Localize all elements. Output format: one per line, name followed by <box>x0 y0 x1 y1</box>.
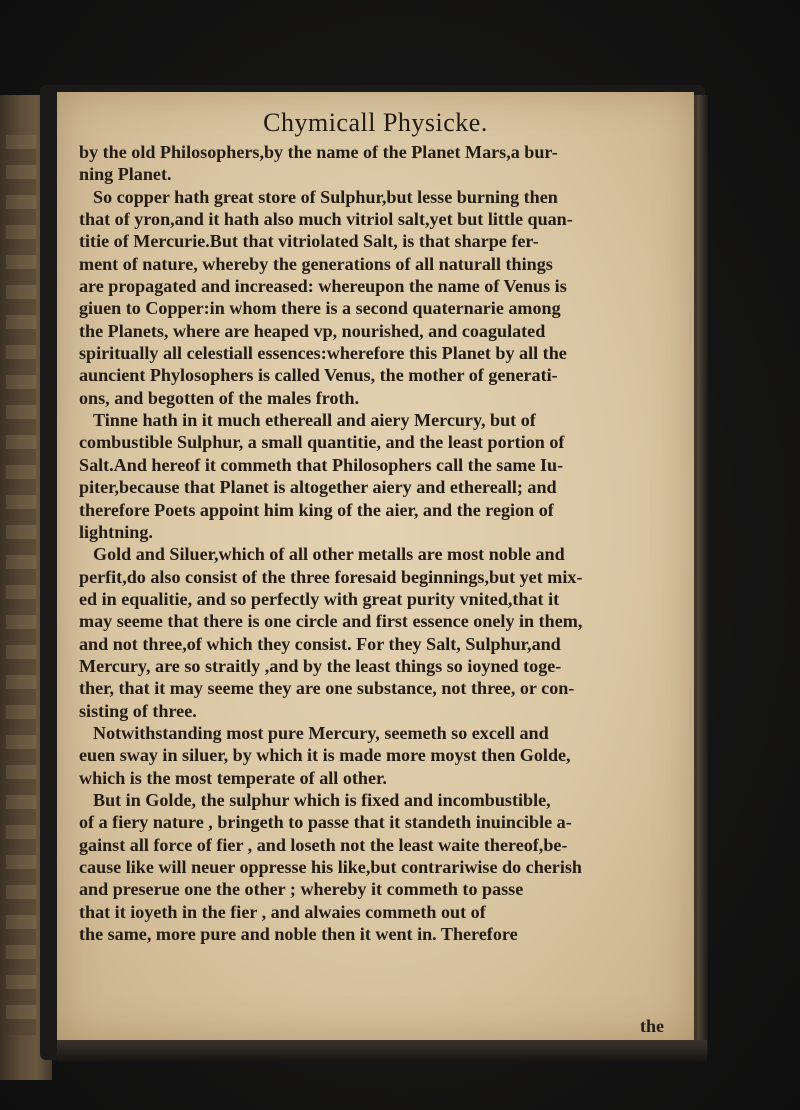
text-line: ons, and begotten of the males froth. <box>79 387 360 408</box>
text-line: titie of Mercurie.But that vitriolated Salt, is that sharpe fer- <box>79 231 539 252</box>
text-line: piter,because that Planet is altogether aiery and ethereall; and <box>79 477 557 498</box>
text-line: may seeme that there is one circle and first essence onely in them, <box>79 611 583 632</box>
text-line: auncient Phylosophers is called Venus, the mother of generati- <box>79 365 558 386</box>
text-line: are propagated and increased: whereupon the name of Venus is <box>79 276 567 297</box>
body-text <box>79 141 679 945</box>
text-line: therefore Poets appoint him king of the aier, and the region of <box>79 499 554 520</box>
text-line: which is the most temperate of all other. <box>79 767 387 788</box>
text-line: the same, more pure and noble then it went in. Therefore <box>79 924 518 945</box>
text-line: So copper hath great store of Sulphur,but lesse burning then <box>93 186 558 207</box>
text-line: sisting of three. <box>79 700 197 721</box>
text-line: combustible Sulphur, a small quantitie, and the least portion of <box>79 432 565 453</box>
text-line: Tinne hath in it much ethereall and aiery Mercury, but of <box>93 410 536 431</box>
text-line: the Planets, where are heaped vp, nourished, and coagulated <box>79 320 546 341</box>
page-bottom-shadow <box>57 1040 707 1062</box>
text-line: that of yron,and it hath also much vitriol salt,yet but little quan- <box>79 209 573 230</box>
text-line: ment of nature, whereby the generations of all naturall things <box>79 253 553 274</box>
running-head: Chymicall Physicke. <box>263 108 488 137</box>
catchword: the <box>640 1016 664 1036</box>
text-line: euen sway in siluer, by which it is made more moyst then Golde, <box>79 745 571 766</box>
text-line: spiritually all celestiall essences:wherefore this Planet by all the <box>79 343 567 364</box>
text-line: gainst all force of fier , and loseth not the least waite thereof,be- <box>79 834 568 855</box>
text-line: Gold and Siluer,which of all other metalls are most noble and <box>93 544 565 565</box>
text-line: Notwithstanding most pure Mercury, seemeth so excell and <box>93 722 549 743</box>
text-line: ning Planet. <box>79 164 172 185</box>
text-line: ther, that it may seeme they are one substance, not three, or con- <box>79 678 575 699</box>
text-line: that it ioyeth in the fier , and alwaies commeth out of <box>79 901 486 922</box>
text-line: Salt.And hereof it commeth that Philosophers call the same Iu- <box>79 454 564 475</box>
text-line: perfit,do also consist of the three foresaid beginnings,but yet mix- <box>79 566 583 587</box>
text-line: and not three,of which they consist. For they Salt, Sulphur,and <box>79 633 561 654</box>
text-line: lightning. <box>79 521 153 542</box>
text-line: giuen to Copper:in whom there is a second quaternarie among <box>79 298 561 319</box>
text-line: Mercury, are so straitly ,and by the least things so ioyned toge- <box>79 655 562 676</box>
text-line: and preserue one the other ; whereby it commeth to passe <box>79 879 524 900</box>
text-line: of a fiery nature , bringeth to passe that it standeth inuincible a- <box>79 812 572 833</box>
text-line: But in Golde, the sulphur which is fixed and incombustible, <box>93 789 551 810</box>
text-line: cause like will neuer oppresse his like,but contrariwise do cherish <box>79 857 582 877</box>
text-line: ed in equalitie, and so perfectly with great purity vnited,that it <box>79 588 560 609</box>
text-line: by the old Philosophers,by the name of the Planet Mars,a bur- <box>79 142 558 162</box>
